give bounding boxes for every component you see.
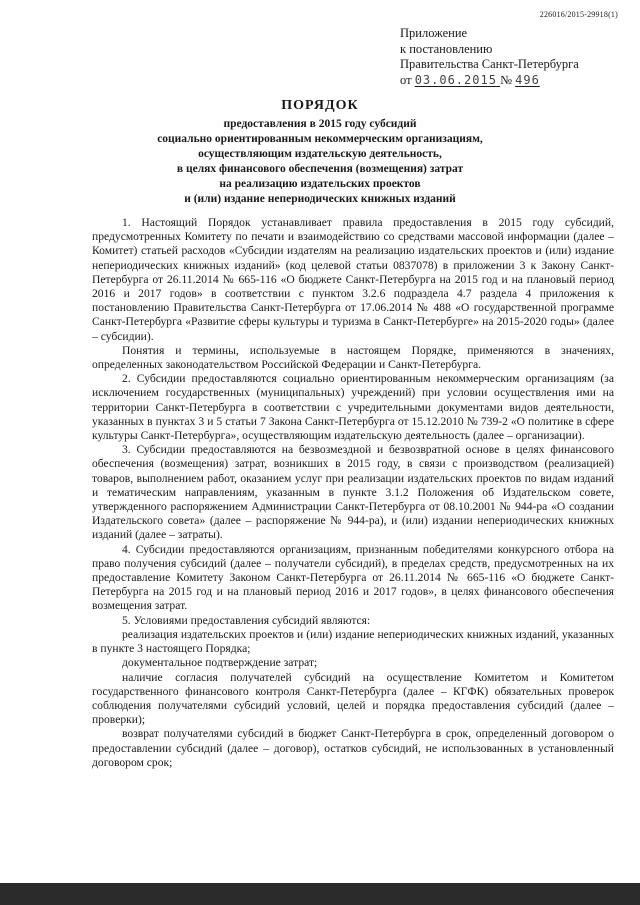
appendix-date-line bbox=[400, 73, 579, 89]
title-line-5: на реализацию издательских проектов bbox=[219, 178, 421, 190]
appendix-line-1: Приложение bbox=[400, 26, 468, 40]
condition-item-2: документальное подтверждение затрат; bbox=[122, 656, 318, 670]
decree-number: 496 bbox=[515, 72, 540, 87]
from-label: от bbox=[400, 72, 412, 87]
paragraph-1: 1. Настоящий Порядок устанавливает правила предоставления в 2015 году субсидий, предусмотренных Комитету по печати и взаимодействию со средствами массовой информации (далее – Комитет) статьей расходов «Субсидии издателям на реализацию издательских проектов и (или) издание непериодических книжных изданий» (код целевой статьи 0837078) в приложении 3 к Закону Санкт-Петербурга от 26.11.2014 № 665-116 «О бюджете Санкт-Петербурга на 2015 год и на плановый период 2016 и 2017 годов» в соответствии с пунктом 3.2.6 подраздела 4.7 раздела 4 приложения к постановлению Правительства Санкт-Петербурга от 17.06.2014 № 488 «О государственной программе Санкт-Петербурга «Развитие сферы культуры и туризма в Санкт-Петербурге» на 2015-2020 годы» (далее – субсидии). bbox=[92, 216, 614, 343]
paragraph-5: 5. Условиями предоставления субсидий являются: bbox=[122, 613, 371, 627]
title-main: ПОРЯДОК bbox=[281, 98, 359, 113]
condition-item-4: возврат получателями субсидий в бюджет Санкт-Петербурга в срок, определенный договором о предоставлении субсидий (далее – договор), остатков субсидий, не использованных в установленный договором срок; bbox=[92, 727, 614, 769]
scan-edge-band bbox=[0, 883, 640, 905]
paragraph-3: 3. Субсидии предоставляются на безвозмездной и безвозвратной основе в целях финансового обеспечения (возмещения) затрат, возникших в 2015 году, в связи с производством (реализацией) товаров, выполнением работ, оказанием услуг при реализации издательских проектов по видам изданий и тематическим направлениям, указанным в пункте 3.1.2 Положения об Издательском совете, утвержденного распоряжением Администрации Санкт-Петербурга от 08.10.2001 № 944-ра «О создании Издательского совета» (далее – распоряжение № 944-ра), и (или) издании непериодических книжных изданий (далее – затраты). bbox=[92, 443, 614, 542]
condition-item-1: реализация издательских проектов и (или) издание непериодических книжных изданий, указанных в пункте 3 настоящего Порядка; bbox=[92, 627, 614, 656]
title-line-6: и (или) издание непериодических книжных изданий bbox=[184, 193, 456, 205]
title-line-3: осуществляющим издательскую деятельность, bbox=[198, 148, 442, 160]
appendix-line-2: к постановлению bbox=[400, 41, 493, 56]
paragraph-4: 4. Субсидии предоставляются организациям, признанным победителями конкурсного отбора на право получения субсидий (далее – получатели субсидий), в пределах средств, предусмотренных на их предоставление Комитету Законом Санкт-Петербурга от 26.11.2014 № 665-116 «О бюджете Санкт-Петербурга на 2015 год и на плановый период 2016 и 2017 годов», в целях финансового обеспечения возмещения затрат. bbox=[92, 542, 614, 613]
number-label: № bbox=[500, 72, 512, 87]
document-body bbox=[92, 216, 614, 770]
appendix-header bbox=[400, 26, 579, 88]
paragraph-1-terms: Понятия и термины, используемые в настоящем Порядке, применяются в значениях, определенных законодательством Российской Федерации и Санкт-Петербурга. bbox=[92, 343, 614, 372]
paragraph-2: 2. Субсидии предоставляются социально ориентированным некоммерческим организациям (за исключением государственных (муниципальных) учреждений) при условии осуществления ими на территории Санкт-Петербурга в соответствии с учредительными документами видов деятельности, указанных в пунктах 3 и 5 статьи 7 Закона Санкт-Петербурга от 15.12.2010 № 739-2 «О политике в сфере культуры Санкт-Петербурга», осуществляющим издательскую деятельность (далее – организации). bbox=[92, 372, 614, 443]
document-title bbox=[0, 98, 640, 207]
title-line-2: социально ориентированным некоммерческим организациям, bbox=[157, 133, 483, 145]
title-line-4: в целях финансового обеспечения (возмещения) затрат bbox=[176, 163, 464, 175]
title-line-1: предоставления в 2015 году субсидий bbox=[223, 118, 417, 130]
condition-item-3: наличие согласия получателей субсидий на осуществление Комитетом и Комитетом государственного финансового контроля Санкт-Петербурга (далее – КГФК) обязательных проверок соблюдения получателями субсидий условий, целей и порядка предоставления субсидий (далее – проверки); bbox=[92, 670, 614, 727]
decree-date: 03.06.2015 bbox=[414, 72, 497, 87]
appendix-line-3: Правительства Санкт-Петербурга bbox=[400, 57, 579, 71]
document-id: 226016/2015-29918(1) bbox=[539, 10, 618, 19]
